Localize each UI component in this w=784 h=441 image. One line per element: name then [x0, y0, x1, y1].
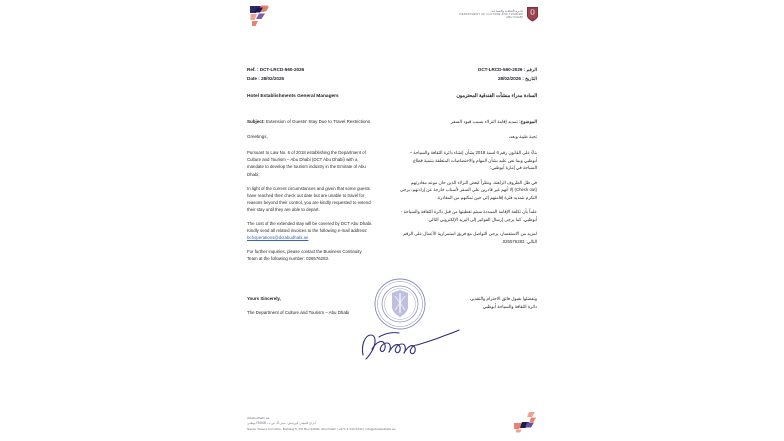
body-column-english [247, 149, 373, 268]
ref-label-en: Ref. [247, 67, 256, 72]
subject-label-en: Subject: [247, 119, 265, 125]
letter-body [247, 149, 537, 268]
subject-arabic [402, 119, 537, 126]
date-english [247, 75, 284, 84]
signing-organization-en: The Department of Culture and Tourism – Abu Dhabi [247, 309, 350, 315]
greeting-english: Greetings, [247, 134, 268, 140]
reference-block [247, 66, 537, 83]
date-label-ar: التاريخ [525, 75, 537, 81]
invoice-email-link[interactable]: bchoperations@dctabudhabi.ae [247, 234, 309, 240]
body-paragraph: Pursuant to Law No. 6 of 2018 establishing the Department of Culture and Tourism – Abu Dhabi (DCT Abu Dhabi) with a mandate to develop the tourism industry in the Emirate of Abu Dhabi; [247, 150, 366, 177]
body-paragraph-ar: لمزيد من الاستفسار، يرجى التواصل مع فريق استمرارية الأعمال على الرقم التالي: 026576283. [403, 231, 537, 244]
gov-entity-english-2: ABU DHABI [506, 16, 523, 19]
addressee-english: Hotel Establishments General Managers [247, 94, 339, 100]
svg-text:·····: ····· [398, 284, 402, 288]
signature-english [247, 295, 357, 316]
subject-line [247, 119, 537, 126]
body-column-arabic [399, 149, 537, 252]
gov-entity-english: DEPARTMENT OF CULTURE AND TOURISM [459, 12, 523, 16]
dct-abu-dhabi-logo-footer [511, 411, 539, 433]
subject-text-en: Extension of Guests' Stay Due to Travel Restrictions [266, 119, 371, 125]
body-paragraph: For further inquiries, please contact the Business Continuity Team at the following number: 026576283. [247, 248, 362, 261]
reference-row [247, 66, 537, 75]
greeting-arabic: تحية طيبة وبعد، [508, 134, 537, 140]
body-paragraph: In light of the current circumstances and given that some guests have reached their check out date but are unable to travel for reasons beyond their control, you are kindly requested to extend their stay until they are able to depart. [247, 185, 371, 212]
gov-entity-arabic: دائـرة الثقافـة والسياحـة [491, 8, 523, 13]
date-value-ar: 28/02/2026 [497, 75, 521, 81]
ref-label-ar: الرقم [526, 67, 537, 72]
ref-colon-ar: : [522, 67, 526, 72]
addressee-arabic: السادة مدراء منشآت الفندقية المحترمون [456, 94, 537, 100]
body-paragraph-ar: في ظل الظروف الراهنة، ونظراً لبعض النزلاء الذين حان موعد مغادرتهم (Check out) إلا أنهم غير قادرين على السفر لأسباب خارجة عن إرادتهم، يرجى التكرم بتمديد فترة إقامتهم إلى حين تمكنهم من المغادرة. [399, 179, 537, 200]
date-colon-ar: : [520, 75, 524, 81]
subject-label-ar: الموضوع: [519, 119, 537, 125]
subject-english [247, 119, 372, 126]
date-colon: : [258, 75, 262, 81]
closing-arabic-1: وتفضلوا بقبول فائق الاحترام والتقدير، [469, 295, 537, 301]
invoice-instruction-text: The cost of the extended stay will be covered by DCT Abu Dhabi. Kindly send all related invoices to the following e-mail address: [247, 220, 373, 233]
dct-abu-dhabi-logo [247, 4, 287, 30]
greeting-line [247, 134, 537, 140]
yours-sincerely-label: Yours Sincerely, [247, 295, 281, 301]
footer-address-arabic: أبراج النيشن كورنيش، مبنى 5، ص.ب 94000 أبوظبي [247, 421, 316, 426]
signature-arabic [427, 295, 537, 311]
footer-website[interactable]: dctabudhabi.ae [247, 415, 270, 420]
reference-english [247, 66, 304, 75]
reference-arabic [478, 66, 537, 75]
body-paragraph-ar: علماً بأن تكلفة الإقامة الممددة سيتم تغطيتها من قبل دائرة الثقافة والسياحة - أبوظبي، كما يرجى إرسال الفواتير إلى البريد الإلكتروني التالي: [400, 209, 537, 222]
closing-arabic-2: دائرة الثقافة والسياحة أبوظبي [482, 303, 537, 309]
body-paragraph [247, 220, 373, 241]
date-value-en: 28/02/2026 [261, 75, 285, 81]
body-paragraph-ar: بناءً على القانون رقم 6 لسنة 2018 بشأن إنشاء دائرة الثقافة والسياحة – أبوظبي وبما نص عليه بشأن المهام والاختصاصات المتعلقة بتنمية قطاع السياحة في إمارة أبوظبي؛ [409, 150, 537, 171]
abu-dhabi-emirate-crest [526, 6, 539, 22]
addressee-line [247, 94, 537, 99]
government-entity-mark [460, 6, 540, 22]
subject-text-ar: تمديد إقامة النزلاء بسبب قيود السفر [450, 119, 518, 125]
date-label-en: Date [247, 75, 257, 81]
ref-colon: : [256, 67, 260, 72]
letter-page [235, 0, 549, 441]
date-arabic [498, 75, 537, 84]
date-row [247, 75, 537, 84]
ref-value-en: DCT-LRCD-560-2026 [259, 67, 305, 72]
signature-block [247, 284, 537, 355]
handwritten-signature [355, 321, 467, 365]
letterhead-header [235, 0, 549, 48]
svg-text:·········: ········· [396, 322, 404, 326]
footer-address-english: Nation Towers Corniche, Building 5, PO Box 94000, Abu Dhabi | +971 2 444 0444 | info@dctabudhabi.ae [247, 427, 396, 432]
footer-text-block [247, 416, 396, 433]
letterhead-footer [247, 411, 539, 433]
ref-value-ar: DCT-LRCD-560-2026 [478, 67, 523, 72]
